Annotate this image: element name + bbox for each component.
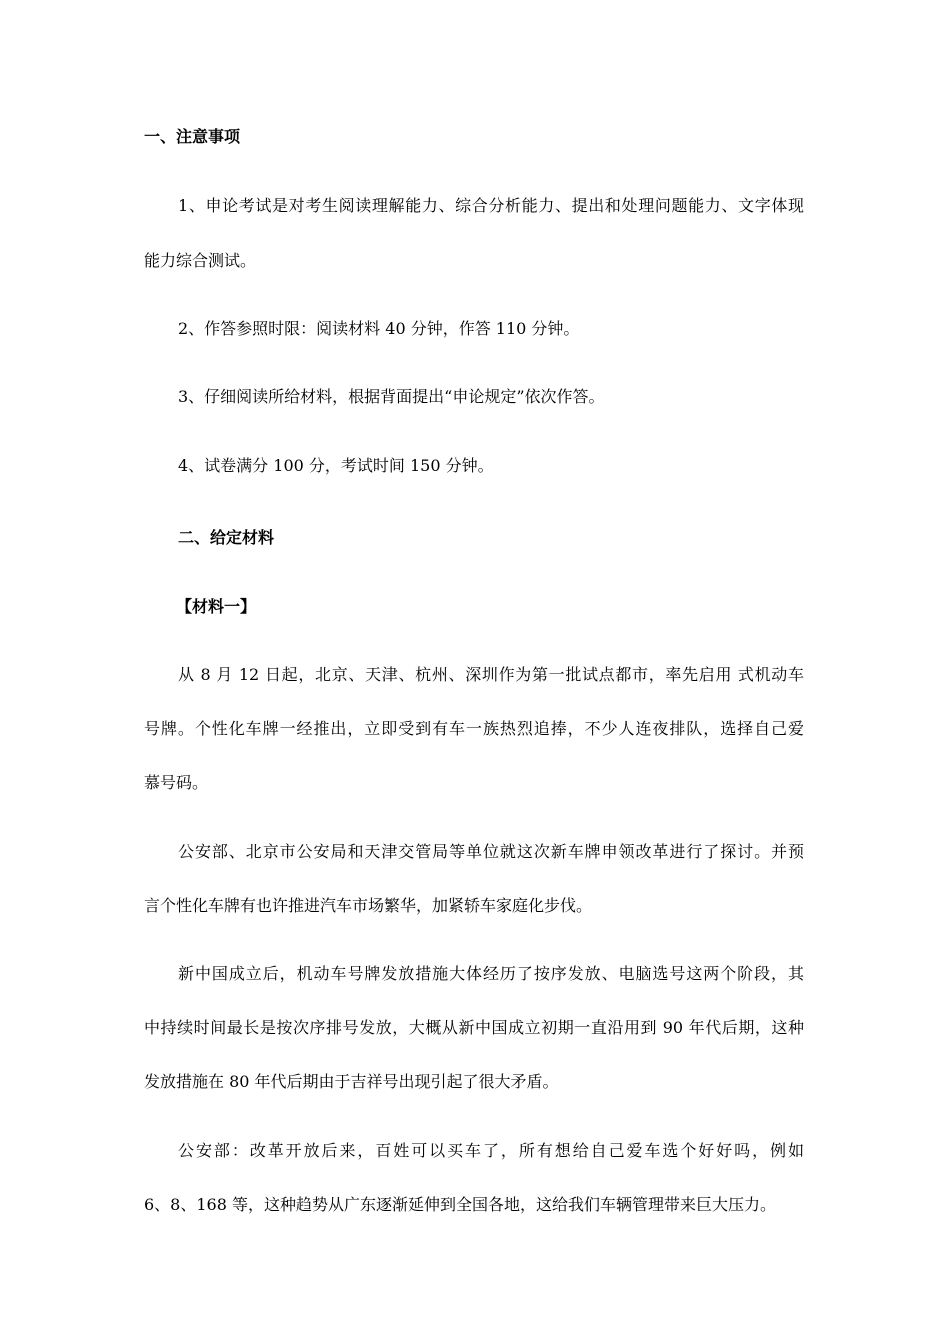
material-1-paragraph-2-line-1: 公安部、北京市公安局和天津交管局等单位就这次新车牌申领改革进行了探讨。并预 [178,842,804,861]
material-1-paragraph-4-line-2: 6、8、168 等，这种趋势从广东逐渐延伸到全国各地，这给我们车辆管理带来巨大压力。 [144,1195,776,1214]
section-heading-materials: 二、给定材料 [178,528,275,547]
material-1-paragraph-3-line-2: 中持续时间最长是按次序排号发放，大概从新中国成立初期一直沿用到 90 年代后期，这种 [144,1018,804,1037]
notice-item-1-line-1: 1、申论考试是对考生阅读理解能力、综合分析能力、提出和处理问题能力、文字体现 [178,196,804,215]
notice-item-2: 2、作答参照时限：阅读材料 40 分钟，作答 110 分钟。 [178,319,580,338]
material-1-title: 【材料一】 [176,597,257,616]
material-1-paragraph-1-line-2: 号牌。个性化车牌一经推出，立即受到有车一族热烈追捧，不少人连夜排队，选择自己爱 [144,719,804,738]
material-1-paragraph-4-line-1: 公安部：改革开放后来，百姓可以买车了，所有想给自己爱车选个好好吗，例如 [178,1141,804,1160]
material-1-paragraph-3-line-1: 新中国成立后，机动车号牌发放措施大体经历了按序发放、电脑选号这两个阶段，其 [178,964,804,983]
notice-item-3: 3、仔细阅读所给材料，根据背面提出“申论规定”依次作答。 [178,387,605,406]
material-1-paragraph-1-line-1: 从 8 月 12 日起，北京、天津、杭州、深圳作为第一批试点都市，率先启用 式机动车 [178,665,804,684]
material-1-paragraph-2-line-2: 言个性化车牌有也许推进汽车市场繁华，加紧轿车家庭化步伐。 [144,896,593,915]
notice-item-1-line-2: 能力综合测试。 [144,251,257,270]
material-1-paragraph-3-line-3: 发放措施在 80 年代后期由于吉祥号出现引起了很大矛盾。 [144,1072,559,1091]
notice-item-4: 4、试卷满分 100 分，考试时间 150 分钟。 [178,456,494,475]
material-1-paragraph-1-line-3: 慕号码。 [144,773,209,792]
section-heading-notice: 一、注意事项 [144,127,241,146]
